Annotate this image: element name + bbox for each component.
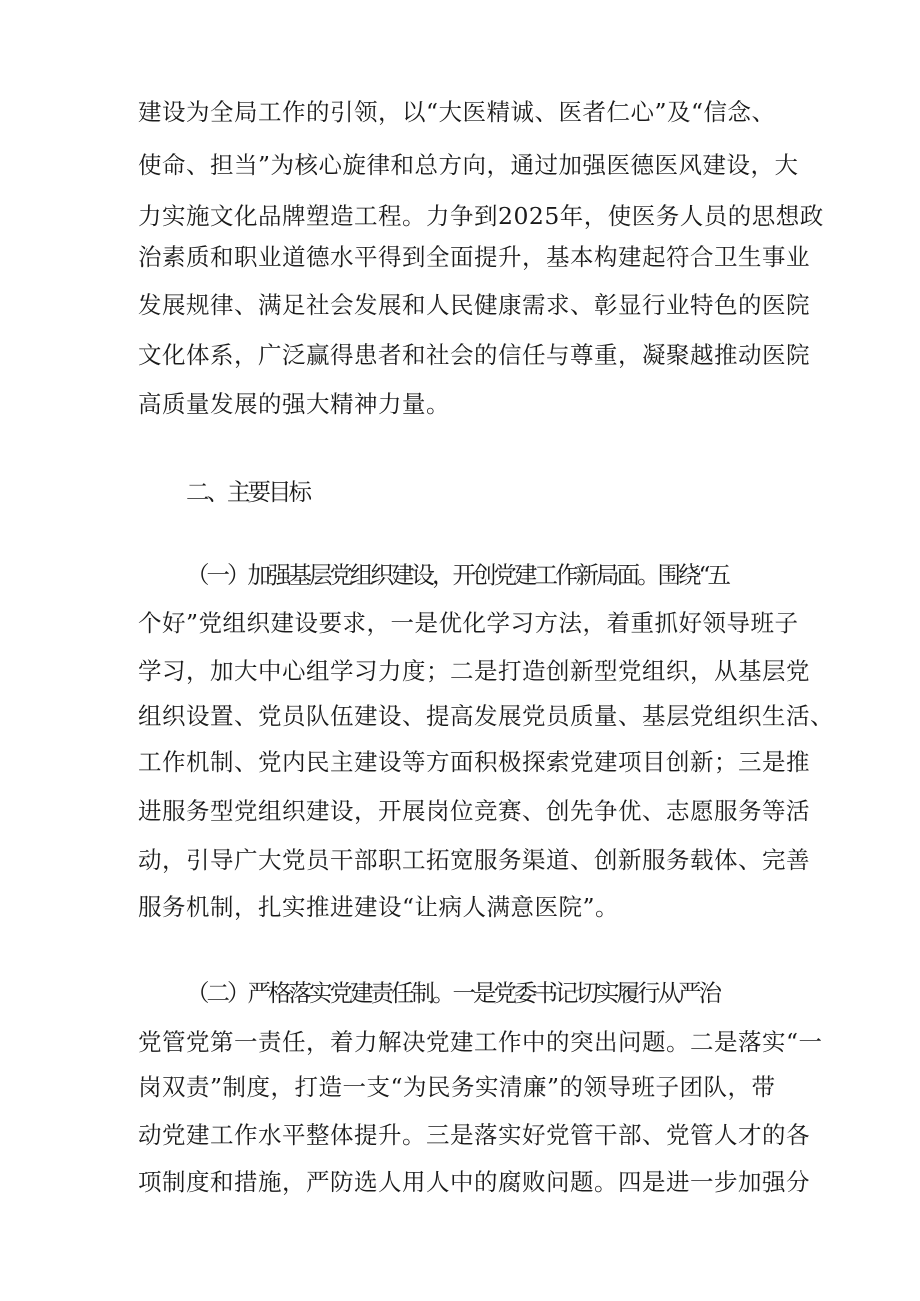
paragraph-line: 建设为全局工作的引领，以“大医精诚、医者仁心”及“信念、 (138, 98, 776, 126)
paragraph-line: 个好”党组织建设要求，一是优化学习方法，着重抓好领导班子 (138, 609, 799, 637)
paragraph-line: 使命、担当”为核心旋律和总方向，通过加强医德医风建设，大 (138, 151, 799, 179)
paragraph-line: 力实施文化品牌塑造工程。力争到2025年，使医务人员的思想政 (138, 202, 824, 230)
paragraph-line: 工作机制、党内民主建设等方面积极探索党建项目创新；三是推 (138, 748, 810, 776)
paragraph-line: 服务机制，扎实推进建设“让病人满意医院”。 (138, 893, 620, 921)
paragraph-line: 进服务型党组织建设，开展岗位竞赛、创先争优、志愿服务等活 (138, 797, 810, 825)
paragraph-line: 岗双责”制度，打造一支“为民务实清廉”的领导班子团队，带 (138, 1073, 776, 1101)
paragraph-line: （一）加强基层党组织建设，开创党建工作新局面。围绕“五 (186, 561, 729, 589)
paragraph-line: 高质量发展的强大精神力量。 (138, 390, 450, 418)
paragraph-line: 学习，加大中心组学习力度；二是打造创新型党组织，从基层党 (138, 657, 810, 685)
paragraph-line: 文化体系，广泛赢得患者和社会的信任与尊重，凝聚越推动医院 (138, 341, 810, 369)
paragraph-line: 党管党第一责任，着力解决党建工作中的突出问题。二是落实“一 (138, 1028, 823, 1056)
paragraph-line: 组织设置、党员队伍建设、提高发展党员质量、基层党组织生活、 (138, 702, 834, 730)
paragraph-line: 动党建工作水平整体提升。三是落实好党管干部、党管人才的各 (138, 1121, 810, 1149)
paragraph-line: 项制度和措施，严防选人用人中的腐败问题。四是进一步加强分 (138, 1168, 810, 1196)
paragraph-line: （二）严格落实党建责任制。一是党委书记切实履行从严治 (186, 979, 719, 1007)
paragraph-line: 发展规律、满足社会发展和人民健康需求、彰显行业特色的医院 (138, 291, 810, 319)
section-heading: 二、主要目标 (186, 478, 309, 506)
paragraph-line: 治素质和职业道德水平得到全面提升，基本构建起符合卫生事业 (138, 243, 810, 271)
paragraph-line: 动，引导广大党员干部职工拓宽服务渠道、创新服务载体、完善 (138, 846, 810, 874)
